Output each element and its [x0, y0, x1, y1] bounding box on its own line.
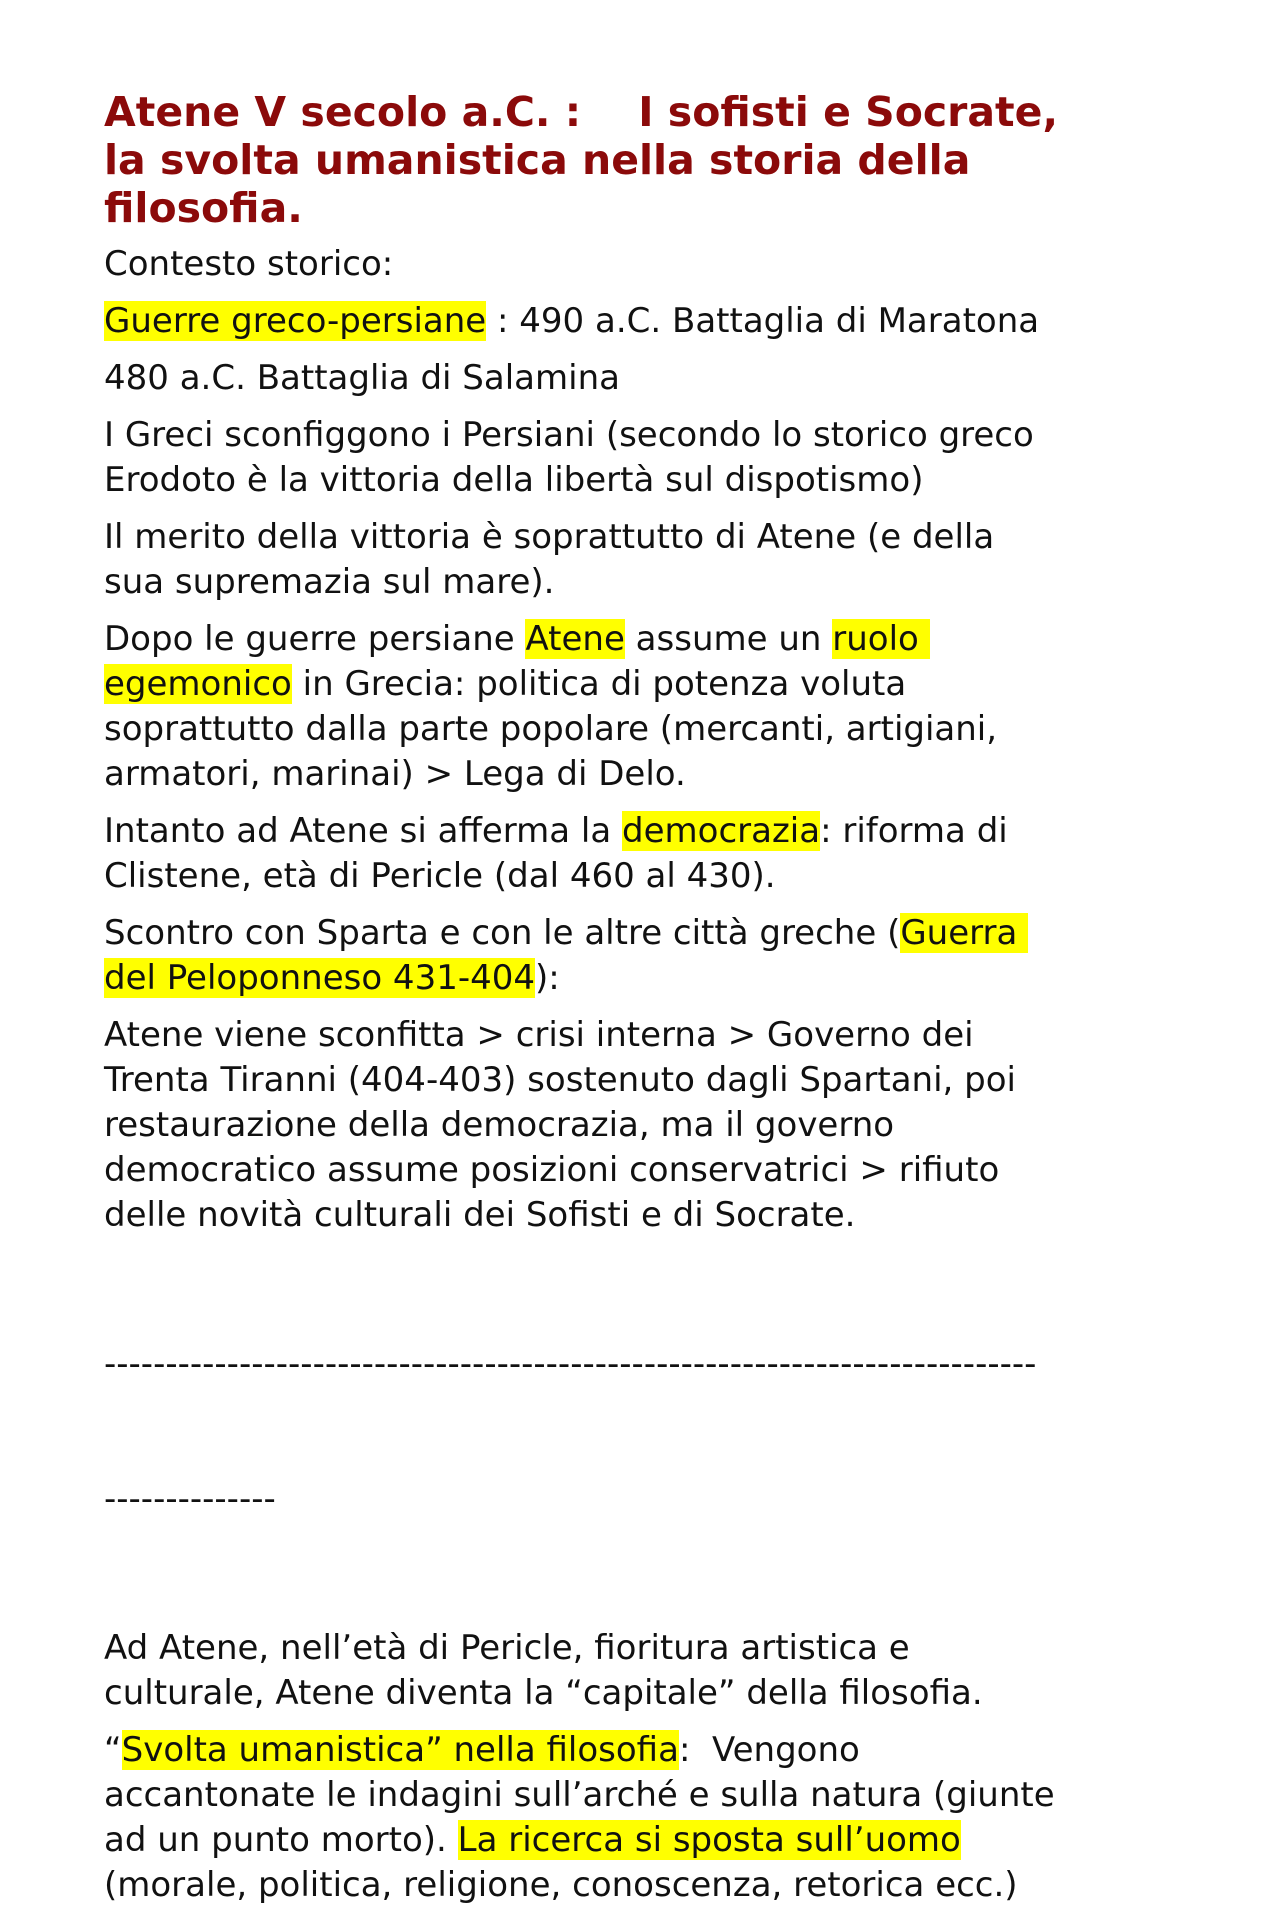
paragraph-line — [104, 911, 1204, 956]
highlight: ruolo — [832, 619, 930, 659]
paragraph-line: Trenta Tiranni (404-403) sostenuto dagli Spartani, poi — [104, 1060, 1016, 1100]
highlight: La ricerca si sposta sull’uomo — [457, 1820, 961, 1860]
text-run: ad un punto morto). — [104, 1820, 458, 1860]
highlight: del Peloponneso 431-404 — [104, 958, 535, 998]
paragraph-line — [104, 662, 1204, 707]
highlight: Guerre greco-persiane — [104, 301, 487, 341]
paragraph-greeks — [104, 413, 1204, 503]
text-run: Intanto ad Atene si afferma la — [104, 811, 623, 851]
paragraph-line: Ad Atene, nell’età di Pericle, fioritura artistica e — [104, 1628, 910, 1668]
paragraph-line: 480 a.C. Battaglia di Salamina — [104, 358, 620, 398]
document-page — [104, 88, 1204, 1920]
text-run: Dopo le guerre persiane — [104, 619, 526, 659]
text-run: in Grecia: politica di potenza voluta — [291, 664, 907, 704]
paragraph-line — [104, 956, 1204, 1001]
text-run: “ — [104, 1730, 122, 1770]
paragraph-line: democratico assume posizioni conservatrici > rifiuto — [104, 1150, 1000, 1190]
paragraph-hegemony — [104, 617, 1204, 797]
paragraph-line: (morale, politica, religione, conoscenza, retorica ecc.) — [104, 1865, 1018, 1905]
paragraph-sparta — [104, 911, 1204, 1001]
context-heading-text: Contesto storico: — [104, 244, 394, 284]
paragraph-wars — [104, 299, 1204, 344]
paragraph-salamina — [104, 356, 1204, 401]
paragraph-line — [104, 617, 1204, 662]
text-run: : Vengono — [678, 1730, 860, 1770]
paragraph-line: Il merito della vittoria è soprattutto di Atene (e della — [104, 517, 995, 557]
page-title — [104, 88, 1204, 232]
context-heading — [104, 242, 1204, 287]
paragraph-line — [104, 299, 1204, 344]
highlight: Svolta umanistica” nella filosofia — [121, 1730, 679, 1770]
text-run: : riforma di — [820, 811, 1008, 851]
paragraph-line: Atene viene sconfitta > crisi interna > Governo dei — [104, 1015, 974, 1055]
paragraph-defeat — [104, 1013, 1204, 1238]
paragraph-line: restaurazione della democrazia, ma il governo — [104, 1105, 895, 1145]
paragraph-pericles — [104, 1626, 1204, 1716]
highlight: egemonico — [104, 664, 292, 704]
paragraph-line: armatori, marinai) > Lega di Delo. — [104, 754, 686, 794]
paragraph-line: Clistene, età di Pericle (dal 460 al 430). — [104, 856, 776, 896]
paragraph-line: delle novità culturali dei Sofisti e di Socrate. — [104, 1195, 856, 1235]
paragraph-merit — [104, 515, 1204, 605]
paragraph-line — [104, 1728, 1204, 1773]
title-line: filosofia. — [104, 184, 303, 232]
text-run: : 490 a.C. Battaglia di Maratona — [486, 301, 1040, 341]
separator-row: -------------- — [104, 1479, 276, 1519]
title-line: Atene V secolo a.C. : I sofisti e Socrate, — [104, 88, 1059, 136]
highlight: democrazia — [622, 811, 821, 851]
text-run: assume un — [624, 619, 833, 659]
paragraph-line: culturale, Atene diventa la “capitale” della filosofia. — [104, 1673, 983, 1713]
paragraph-line: I Greci sconfiggono i Persiani (secondo lo storico greco — [104, 415, 1034, 455]
paragraph-line: soprattutto dalla parte popolare (mercanti, artigiani, — [104, 709, 998, 749]
separator-row: ---------------------------------------------------------------------------- — [104, 1344, 1037, 1384]
highlight: Guerra — [900, 913, 1029, 953]
highlight: Atene — [525, 619, 625, 659]
paragraph-line: Erodoto è la vittoria della libertà sul dispotismo) — [104, 460, 924, 500]
paragraph-democracy — [104, 809, 1204, 899]
paragraph-line: sua supremazia sul mare). — [104, 562, 555, 602]
paragraph-line — [104, 1818, 1204, 1863]
paragraph-line: accantonate le indagini sull’arché e sulla natura (giunte — [104, 1775, 1055, 1815]
paragraph-line — [104, 809, 1204, 854]
separator-line — [104, 1252, 1204, 1612]
paragraph-humanistic-turn — [104, 1728, 1204, 1908]
title-line: la svolta umanistica nella storia della — [104, 136, 971, 184]
text-run: Scontro con Sparta e con le altre città greche ( — [104, 913, 901, 953]
text-run: ): — [535, 958, 560, 998]
